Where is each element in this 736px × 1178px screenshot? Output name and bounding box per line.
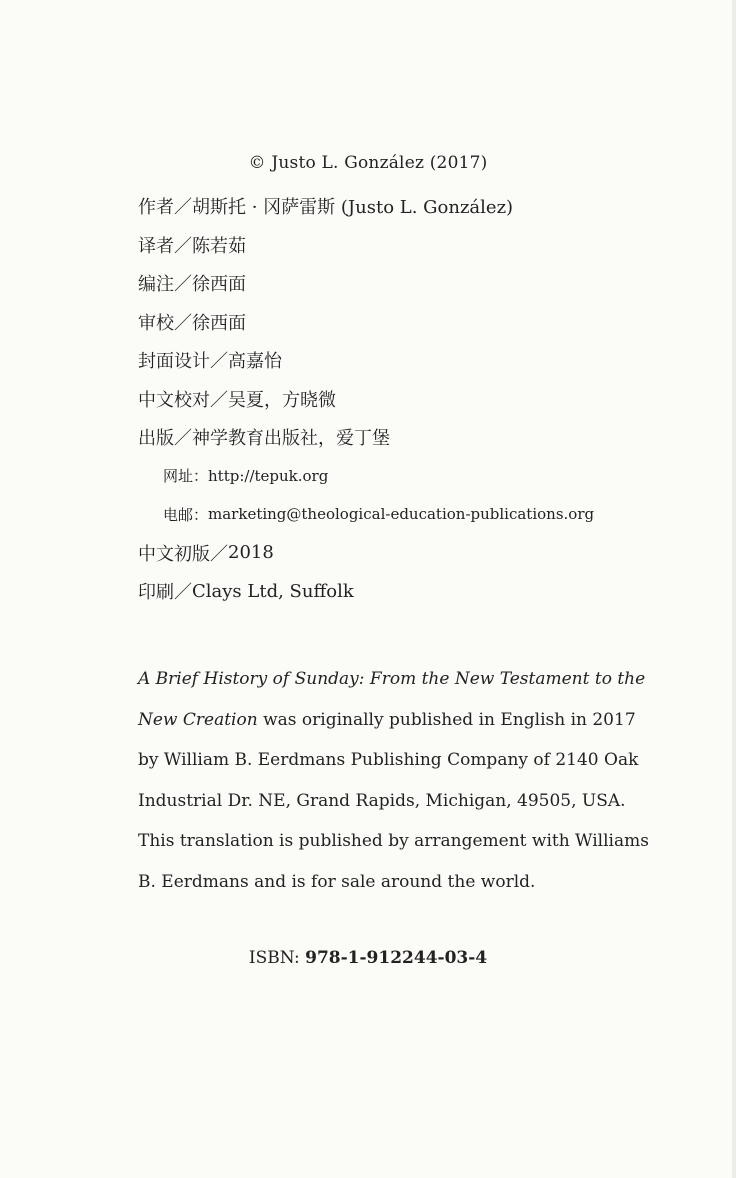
credit-author-value: 胡斯托 · 冈萨雷斯 (Justo L. González): [192, 197, 514, 219]
credit-reviewer: [138, 303, 718, 342]
credit-email-value: marketing@theological-education-publications.org: [208, 505, 595, 524]
credit-editor-notes-label: 编注／: [138, 274, 192, 296]
credit-editor-notes-value: 徐西面: [192, 274, 246, 296]
credit-printing-value: Clays Ltd, Suffolk: [192, 580, 354, 602]
book-title-part-2: New Creation: [138, 709, 258, 730]
credit-cover-design-value: 高嘉怡: [228, 351, 282, 373]
note-line-4: Industrial Dr. NE, Grand Rapids, Michigan, 49505, USA.: [138, 790, 626, 811]
credit-cover-design-label: 封面设计／: [138, 351, 228, 373]
credit-printing: [138, 572, 718, 611]
credit-first-edition-value: 2018: [228, 542, 274, 564]
note-line-2-text: was originally published in English in 2017: [257, 709, 636, 730]
credit-translator-value: 陈若茹: [192, 235, 246, 257]
credit-email: [138, 495, 718, 534]
page-edge-shadow: [732, 0, 736, 1178]
credit-printing-label: 印刷／: [138, 582, 192, 604]
note-line-5: This translation is published by arrangement with Williams: [138, 831, 649, 851]
credit-author-label: 作者／: [138, 197, 192, 219]
credit-reviewer-label: 审校／: [138, 312, 192, 334]
credit-website: [138, 457, 718, 496]
note-line-1: [138, 659, 666, 700]
credit-publisher: [138, 418, 718, 457]
credit-first-edition-label: 中文初版／: [138, 543, 228, 565]
credit-cover-design: [138, 341, 718, 380]
note-line-2: [138, 700, 666, 741]
credit-proofreading-value: 吴夏，方晓微: [228, 389, 336, 411]
credit-author: [138, 187, 718, 226]
credits-list: [138, 187, 718, 611]
credit-proofreading-label: 中文校对／: [138, 389, 228, 411]
note-line-6: B. Eerdmans and is for sale around the world.: [138, 871, 536, 892]
credit-publisher-value: 神学教育出版社，爱丁堡: [192, 428, 390, 450]
credit-first-edition: [138, 534, 718, 573]
credit-translator-label: 译者／: [138, 235, 192, 257]
note-line-3: by William B. Eerdmans Publishing Company of 2140 Oak: [138, 750, 639, 770]
credit-reviewer-value: 徐西面: [192, 312, 246, 334]
credit-proofreading: [138, 380, 718, 419]
original-publication-note: [138, 659, 666, 902]
copyright-line: © Justo L. González (2017): [248, 153, 488, 173]
credit-website-value: http://tepuk.org: [208, 466, 329, 485]
credit-website-label: 网址：: [163, 467, 209, 486]
credit-email-label: 电邮：: [163, 505, 209, 524]
isbn-line: [0, 945, 736, 971]
credit-editor-notes: [138, 264, 718, 303]
book-title-part-1: A Brief History of Sunday: From the New Testament to the: [138, 669, 646, 689]
isbn-label: ISBN:: [248, 948, 306, 968]
credit-translator: [138, 226, 718, 265]
credit-publisher-label: 出版／: [138, 428, 192, 450]
isbn-value: 978-1-912244-03-4: [305, 948, 488, 968]
